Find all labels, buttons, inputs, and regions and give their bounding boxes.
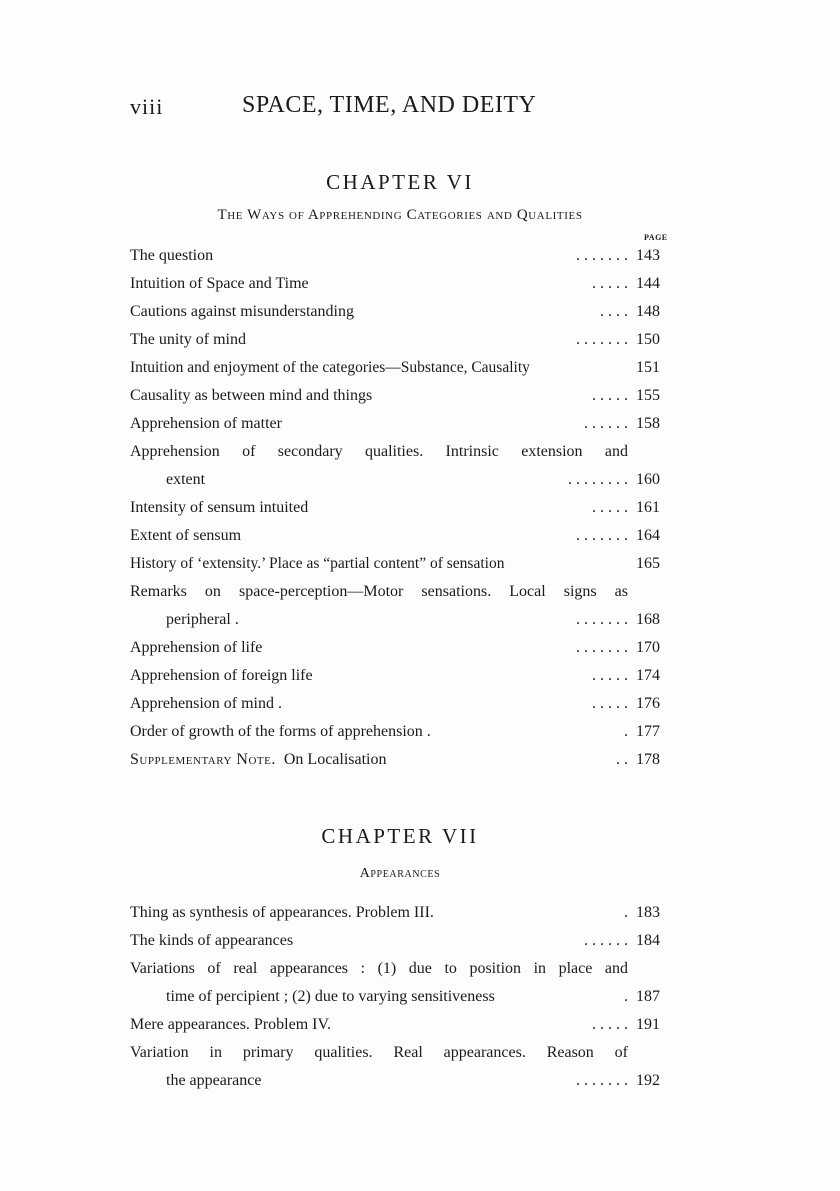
- toc-entry-title: The unity of mind: [130, 331, 246, 348]
- toc-page-number: 170: [636, 639, 660, 656]
- page-number-roman: viii: [130, 94, 164, 119]
- toc-page-number: 191: [636, 1016, 660, 1033]
- toc-entry: [130, 718, 670, 746]
- toc-entry-title: History of ‘extensity.’ Place as “partial content” of sensation: [130, 555, 505, 572]
- toc-entry-title: Thing as synthesis of appearances. Problem III.: [130, 904, 434, 921]
- supplementary-note-title: On Localisation: [283, 751, 387, 768]
- chapter-heading: CHAPTER VI: [326, 170, 474, 194]
- toc-entry-title-line2: extent: [166, 471, 206, 488]
- toc-page-number: 144: [636, 275, 660, 292]
- supplementary-note-label: Supplementary Note.: [130, 751, 276, 768]
- toc-page-number: 176: [636, 695, 660, 712]
- toc-leaders: .: [624, 723, 628, 740]
- toc-page-number: 158: [636, 415, 660, 432]
- toc-entry: [130, 298, 670, 326]
- toc-leaders: . . . . . . .: [576, 527, 628, 544]
- toc-entry: [130, 494, 670, 522]
- toc-page-number: 174: [636, 667, 660, 684]
- toc-entry-title: Order of growth of the forms of apprehension .: [130, 723, 431, 740]
- toc-entry-title: The kinds of appearances: [130, 932, 294, 949]
- toc-entry: [130, 662, 670, 690]
- toc-entry: [130, 522, 670, 550]
- toc-leaders: . . . . . . .: [576, 247, 628, 264]
- toc-entry: [130, 410, 670, 438]
- toc-leaders: . . . . . . .: [576, 639, 628, 656]
- toc-leaders: . . . . . . .: [576, 611, 628, 628]
- toc-page-number: 150: [636, 331, 660, 348]
- toc-leaders: . . . . .: [592, 275, 628, 292]
- toc-leaders: . . . .: [600, 303, 628, 320]
- toc-entry-title: Intensity of sensum intuited: [130, 499, 309, 516]
- chapter-heading: CHAPTER VII: [321, 824, 479, 848]
- toc-leaders: .: [624, 904, 628, 921]
- chapter-subtitle: Appearances: [359, 866, 441, 881]
- toc-leaders: . . . . .: [592, 499, 628, 516]
- toc-leaders: . . . . .: [592, 695, 628, 712]
- toc-entry: [130, 578, 670, 634]
- toc-page-number: 168: [636, 611, 660, 628]
- toc-entry: [130, 438, 670, 494]
- page-column-label: PAGE: [644, 233, 668, 242]
- toc-leaders: . .: [616, 751, 628, 768]
- toc-entry-title: Intuition of Space and Time: [130, 275, 309, 292]
- toc-entry: [130, 955, 670, 1011]
- toc-page-number: 165: [636, 555, 660, 572]
- toc-page-number: 177: [636, 723, 660, 740]
- toc-entry: [130, 927, 670, 955]
- toc-page-number: 164: [636, 527, 660, 544]
- toc-entry-title: Apprehension of matter: [130, 415, 282, 432]
- toc-page-number: 192: [636, 1072, 660, 1089]
- toc-page-number: 183: [636, 904, 660, 921]
- toc-entry-title: Cautions against misunderstanding: [130, 303, 354, 320]
- book-title: SPACE, TIME, AND DEITY: [242, 92, 537, 118]
- toc-entry: [130, 382, 670, 410]
- running-head: [130, 94, 690, 128]
- toc-entry-title-line1: Variations of real appearances : (1) due to position in place and: [130, 960, 628, 977]
- toc-list: [130, 242, 670, 774]
- toc-entry: [130, 354, 670, 382]
- toc-leaders: . . . . . . . .: [568, 471, 628, 488]
- toc-entry-title: Apprehension of mind .: [130, 695, 282, 712]
- toc-leaders: . . . . . .: [584, 932, 628, 949]
- toc-page-number: 178: [636, 751, 660, 768]
- toc-entry-title-line2: time of percipient ; (2) due to varying sensitiveness: [166, 988, 495, 1005]
- toc-entry: [130, 634, 670, 662]
- toc-page-number: 155: [636, 387, 660, 404]
- chapter-subtitle: The Ways of Apprehending Categories and Qualities: [217, 207, 583, 223]
- toc-entry: [130, 242, 670, 270]
- toc-entry-title: Mere appearances. Problem IV.: [130, 1016, 331, 1033]
- toc-leaders: .: [624, 988, 628, 1005]
- toc-entry-title: Apprehension of life: [130, 639, 263, 656]
- toc-leaders: . . . . .: [592, 667, 628, 684]
- toc-entry-title: Causality as between mind and things: [130, 387, 373, 404]
- toc-entry-title: Extent of sensum: [130, 527, 242, 544]
- toc-entry-title-line1: Apprehension of secondary qualities. Intrinsic extension and: [130, 443, 628, 460]
- toc-entry-title: [130, 746, 387, 774]
- toc-page-number: 187: [636, 988, 660, 1005]
- toc-entry: [130, 690, 670, 718]
- toc-page-number: 143: [636, 247, 660, 264]
- toc-entry-title: The question: [130, 247, 214, 264]
- toc-entry: [130, 899, 670, 927]
- toc-leaders: . . . . . . .: [576, 331, 628, 348]
- toc-entry-title-line1: Remarks on space-perception—Motor sensations. Local signs as: [130, 583, 628, 600]
- toc-list: [130, 899, 670, 1095]
- toc-leaders: . . . . .: [592, 1016, 628, 1033]
- toc-entry-title: Apprehension of foreign life: [130, 667, 313, 684]
- toc-entry: [130, 270, 670, 298]
- toc-entry: [130, 1039, 670, 1095]
- toc-leaders: . . . . .: [592, 387, 628, 404]
- toc-page-number: 160: [636, 471, 660, 488]
- toc-entry-title-line2: the appearance: [166, 1072, 262, 1089]
- toc-page-number: 161: [636, 499, 660, 516]
- toc-entry: [130, 550, 670, 578]
- toc-page-number: 151: [636, 359, 660, 376]
- toc-entry: [130, 746, 670, 774]
- toc-entry-title-line2: peripheral .: [166, 611, 239, 628]
- toc-leaders: . . . . . . .: [576, 1072, 628, 1089]
- toc-page-number: 184: [636, 932, 660, 949]
- toc-entry-title-line1: Variation in primary qualities. Real appearances. Reason of: [130, 1044, 628, 1061]
- toc-page-number: 148: [636, 303, 660, 320]
- toc-leaders: . . . . . .: [584, 415, 628, 432]
- toc-entry-title: Intuition and enjoyment of the categories—Substance, Causality: [130, 359, 530, 376]
- toc-entry: [130, 1011, 670, 1039]
- toc-entry: [130, 326, 670, 354]
